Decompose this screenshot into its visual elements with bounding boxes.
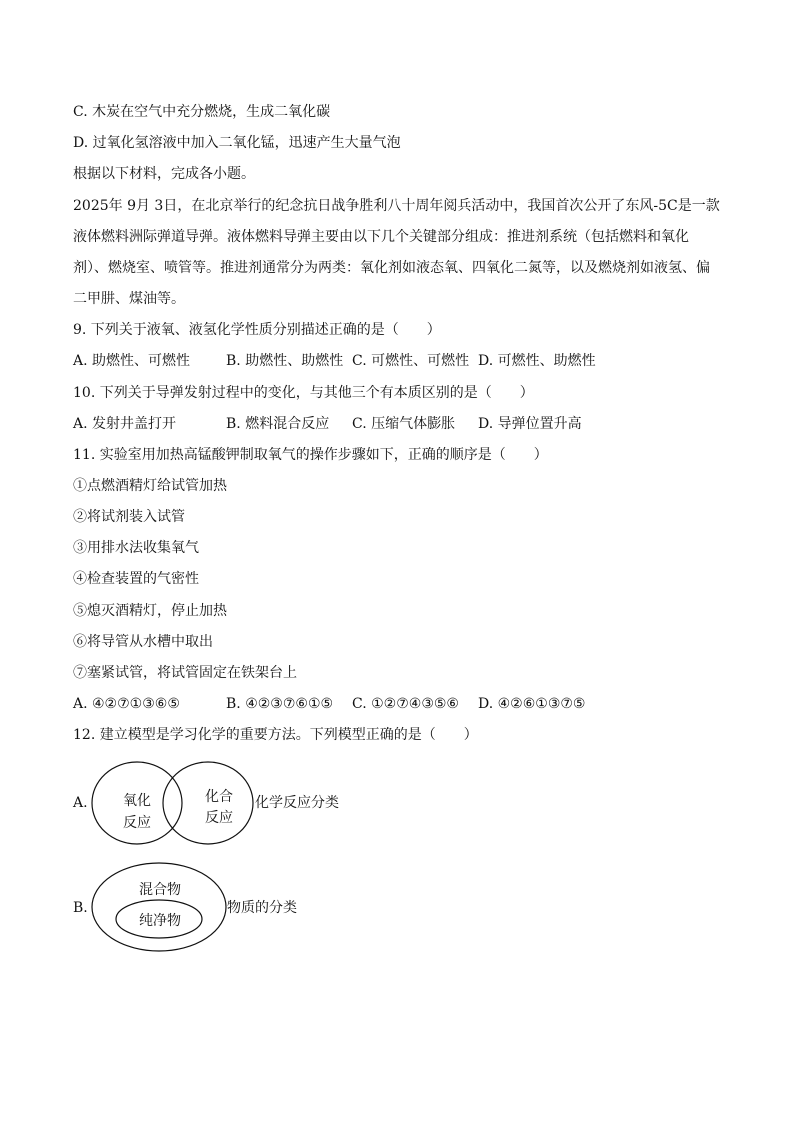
oxidation-label-2: 反应 xyxy=(123,815,151,831)
q11-step-7: ⑦塞紧试管，将试管固定在铁架台上 xyxy=(73,665,297,681)
q9-option-c: C. 可燃性、可燃性 xyxy=(352,353,470,369)
q12-option-a-caption: 化学反应分类 xyxy=(255,795,339,811)
combination-label-1: 化合 xyxy=(205,789,233,805)
q9-stem: 9. 下列关于液氧、液氢化学性质分别描述正确的是（ ） xyxy=(73,322,441,338)
q11-step-3: ③用排水法收集氧气 xyxy=(73,540,199,556)
q11-step-6: ⑥将导管从水槽中取出 xyxy=(73,634,213,650)
q10-stem: 10. 下列关于导弹发射过程中的变化，与其他三个有本质区别的是（ ） xyxy=(73,385,534,401)
q12-stem: 12. 建立模型是学习化学的重要方法。下列模型正确的是（ ） xyxy=(73,727,478,743)
q9-option-a: A. 助燃性、可燃性 xyxy=(73,353,191,369)
material-intro: 根据以下材料，完成各小题。 xyxy=(73,166,255,182)
q10-option-a: A. 发射井盖打开 xyxy=(73,416,177,432)
material-line-4: 二甲肼、煤油等。 xyxy=(73,291,185,307)
q11-step-1: ①点燃酒精灯给试管加热 xyxy=(73,478,227,494)
q11-step-2: ②将试剂装入试管 xyxy=(73,509,185,525)
q12-option-b-nested xyxy=(92,863,226,951)
prev-option-c: C. 木炭在空气中充分燃烧，生成二氧化碳 xyxy=(73,104,331,120)
material-line-2: 液体燃料洲际弹道导弹。液体燃料导弹主要由以下几个关键部分组成：推进剂系统（包括燃料和氧化 xyxy=(73,229,689,245)
q12-option-b-caption: 物质的分类 xyxy=(227,900,297,916)
q11-option-a: A. ④②⑦①③⑥⑤ xyxy=(73,696,180,712)
q11-option-d: D. ④②⑥①③⑦⑤ xyxy=(478,696,586,712)
prev-option-d: D. 过氧化氢溶液中加入二氧化锰，迅速产生大量气泡 xyxy=(73,135,401,151)
q11-stem: 11. 实验室用加热高锰酸钾制取氧气的操作步骤如下，正确的顺序是（ ） xyxy=(73,447,548,463)
mixture-label: 混合物 xyxy=(139,882,181,898)
material-line-1: 2025年 9月 3日，在北京举行的纪念抗日战争胜利八十周年阅兵活动中，我国首次公开了东风-5C是一款 xyxy=(73,198,720,214)
q11-step-5: ⑤熄灭酒精灯，停止加热 xyxy=(73,603,227,619)
q12-option-b-letter: B. xyxy=(73,900,88,916)
q12-option-a-letter: A. xyxy=(73,795,88,811)
material-line-3: 剂）、燃烧室、喷管等。推进剂通常分为两类：氧化剂如液态氧、四氧化二氮等，以及燃烧剂如液氢、偏 xyxy=(73,260,710,276)
q10-option-b: B. 燃料混合反应 xyxy=(226,416,330,432)
q11-option-b: B. ④②③⑦⑥①⑤ xyxy=(226,696,334,712)
q9-option-b: B. 助燃性、助燃性 xyxy=(226,353,344,369)
pure-substance-label: 纯净物 xyxy=(139,913,181,929)
combination-label-2: 反应 xyxy=(205,810,233,826)
q9-option-d: D. 可燃性、助燃性 xyxy=(478,353,596,369)
q10-option-c: C. 压缩气体膨胀 xyxy=(352,416,456,432)
oxidation-label-1: 氧化 xyxy=(123,793,151,809)
q12-option-a-venn xyxy=(92,762,253,844)
q10-option-d: D. 导弹位置升高 xyxy=(478,416,582,432)
q11-option-c: C. ①②⑦④③⑤⑥ xyxy=(352,696,459,712)
q11-step-4: ④检查装置的气密性 xyxy=(73,571,199,587)
